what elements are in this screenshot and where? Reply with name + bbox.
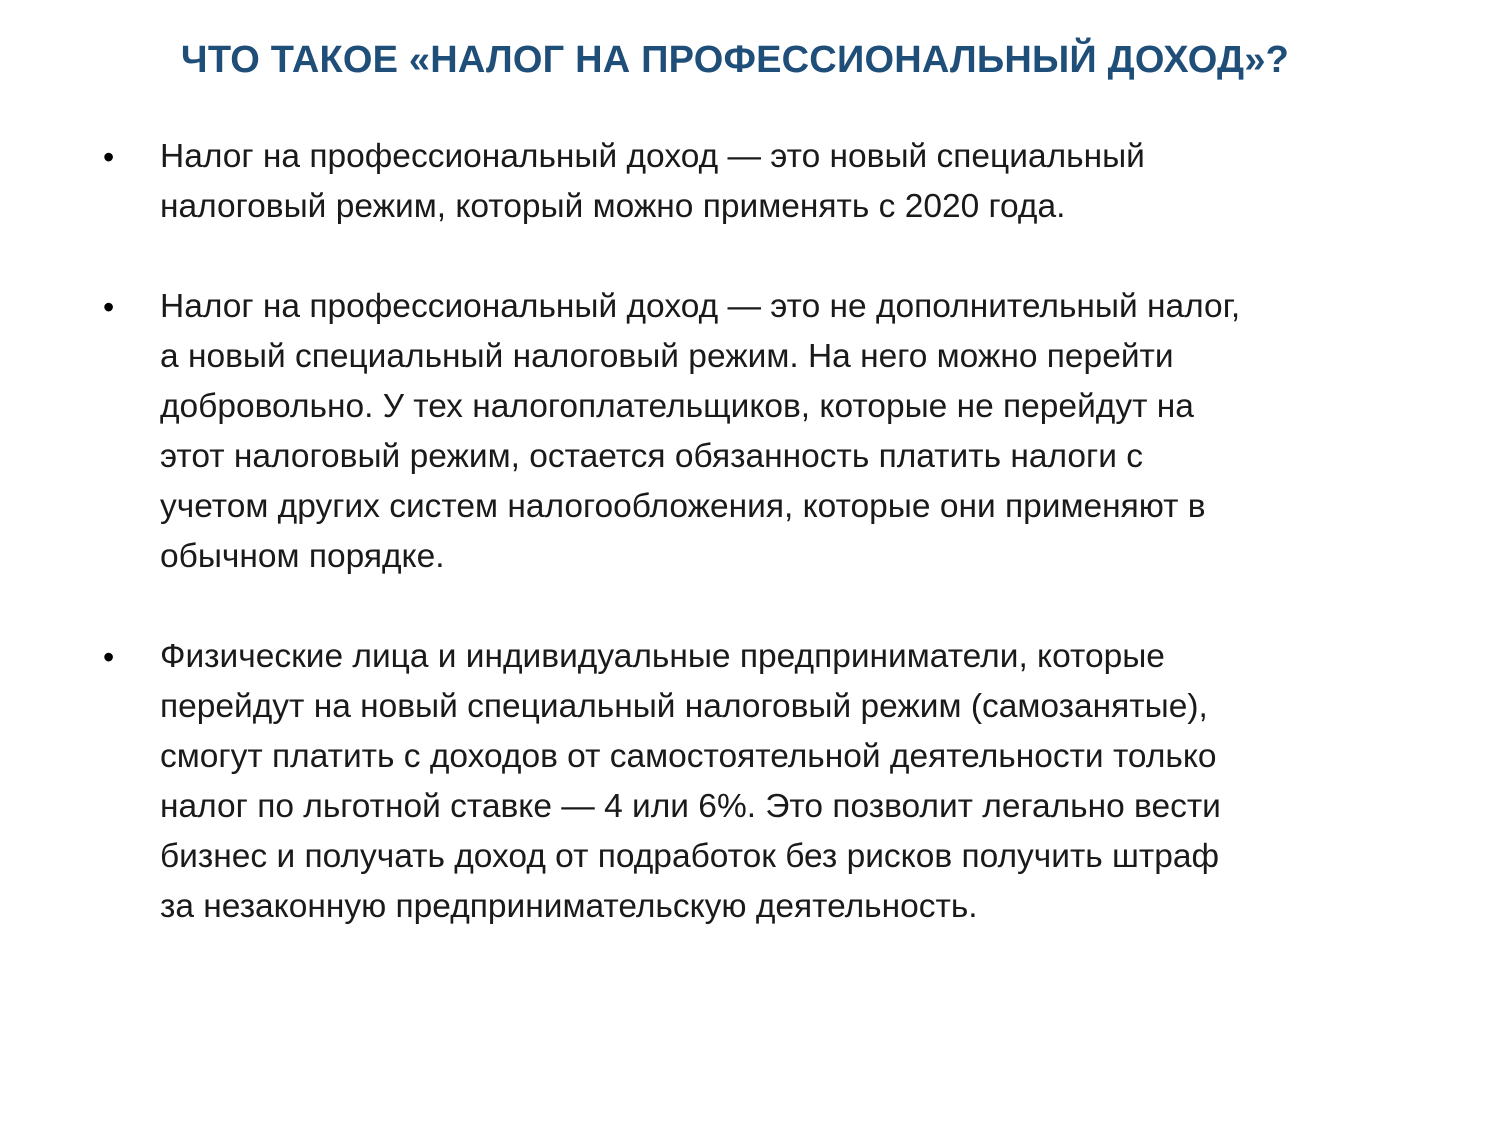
bullet-list <box>0 132 1500 982</box>
bullet-item-1 <box>0 132 1500 232</box>
bullet-text-1: Налог на профессиональный доход — это новый специальный налоговый режим, который можно применять с 2020 года. <box>160 138 1145 225</box>
bullet-item-2 <box>0 282 1500 582</box>
bullet-text-2: Налог на профессиональный доход — это не дополнительный налог, а новый специальный налоговый режим. На него можно перейти добровольно. У тех налогоплательщиков, которые не перейдут на этот налоговый режим, остается обязанность платить налоги с учетом других систем налогообложения, которые они применяют в обычном порядке. <box>160 288 1241 575</box>
bullet-item-3 <box>0 632 1500 932</box>
bullet-icon: • <box>103 639 115 675</box>
bullet-text-3: Физические лица и индивидуальные предприниматели, которые перейдут на новый специальный налоговый режим (самозанятые), смогут платить с доходов от самостоятельной деятельности только налог по льготной ставке — 4 или 6%. Это позволит легально вести бизнес и получать доход от подработок без рисков получить штраф за незаконную предпринимательскую деятельность. <box>160 638 1221 925</box>
bullet-icon: • <box>103 139 115 175</box>
bullet-icon: • <box>103 289 115 325</box>
slide-title: ЧТО ТАКОЕ «НАЛОГ НА ПРОФЕССИОНАЛЬНЫЙ ДОХОД»? <box>180 39 1290 81</box>
